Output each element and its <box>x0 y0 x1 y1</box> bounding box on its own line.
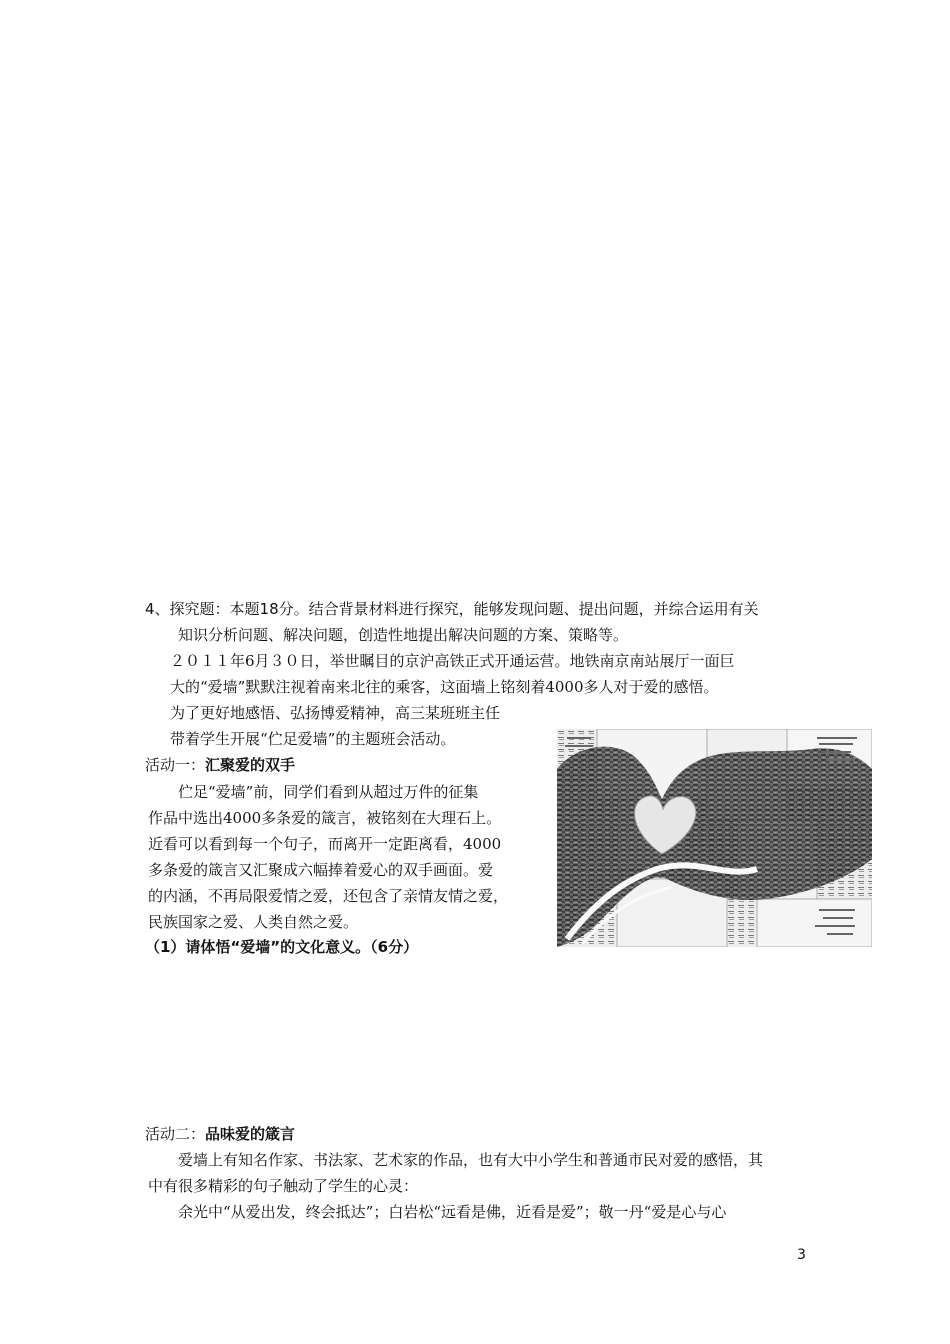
intro-line-4: 带着学生开展“伫足爱墙”的主题班会活动。 <box>170 730 456 748</box>
love-wall-photo <box>557 729 872 947</box>
activity2-heading-prefix: 活动二： <box>145 1125 206 1143</box>
activity1-heading <box>145 754 295 776</box>
activity1-task: （1）请体悟“爱墙”的文化意义。（6分） <box>145 938 419 956</box>
page-number: 3 <box>797 1247 806 1263</box>
intro-line-2: 大的“爱墙”默默注视着南来北往的乘客，这面墙上铭刻着4000多人对于爱的感悟。 <box>170 678 719 696</box>
activity1-body-line-2: 作品中选出4000多条爱的箴言，被铭刻在大理石上。 <box>148 809 502 827</box>
activity2-body-line-1: 爱墙上有知名作家、书法家、艺术家的作品，也有大中小学生和普通市民对爱的感悟，其 <box>178 1151 764 1169</box>
activity1-body-line-5: 的内涵，不再局限爱情之爱，还包含了亲情友情之爱， <box>148 887 509 905</box>
activity1-body-line-3: 近看可以看到每一个句子，而离开一定距离看，4000 <box>148 835 502 853</box>
activity2-body-line-3: 余光中“从爱出发，终会抵达”；白岩松“远看是佛，近看是爱”；敬一丹“爱是心与心 <box>178 1203 727 1221</box>
activity1-body-line-1: 伫足“爱墙”前，同学们看到从超过万件的征集 <box>178 783 479 801</box>
activity2-heading <box>145 1123 295 1145</box>
activity2-body-line-2: 中有很多精彩的句子触动了学生的心灵： <box>148 1177 419 1195</box>
intro-line-1: ２０１１年6月３０日，举世瞩目的京沪高铁正式开通运营。地铁南京南站展厅一面巨 <box>170 652 735 670</box>
activity1-title: 汇聚爱的双手 <box>205 756 296 774</box>
activity1-body-line-4: 多条爱的箴言又汇聚成六幅捧着爱心的双手画面。爱 <box>148 861 494 879</box>
love-wall-image <box>557 729 872 947</box>
question-header-line2: 知识分析问题、解决问题，创造性地提出解决问题的方案、策略等。 <box>178 626 629 644</box>
intro-line-3: 为了更好地感悟、弘扬博爱精神，高三某班班主任 <box>170 704 501 722</box>
activity1-body-line-6: 民族国家之爱、人类自然之爱。 <box>148 913 359 931</box>
question-header-line1: 4、探究题：本题18分。结合背景材料进行探究，能够发现问题、提出问题，并综合运用有关 <box>145 600 759 618</box>
activity1-heading-prefix: 活动一： <box>145 756 206 774</box>
activity2-title: 品味爱的箴言 <box>205 1125 296 1143</box>
